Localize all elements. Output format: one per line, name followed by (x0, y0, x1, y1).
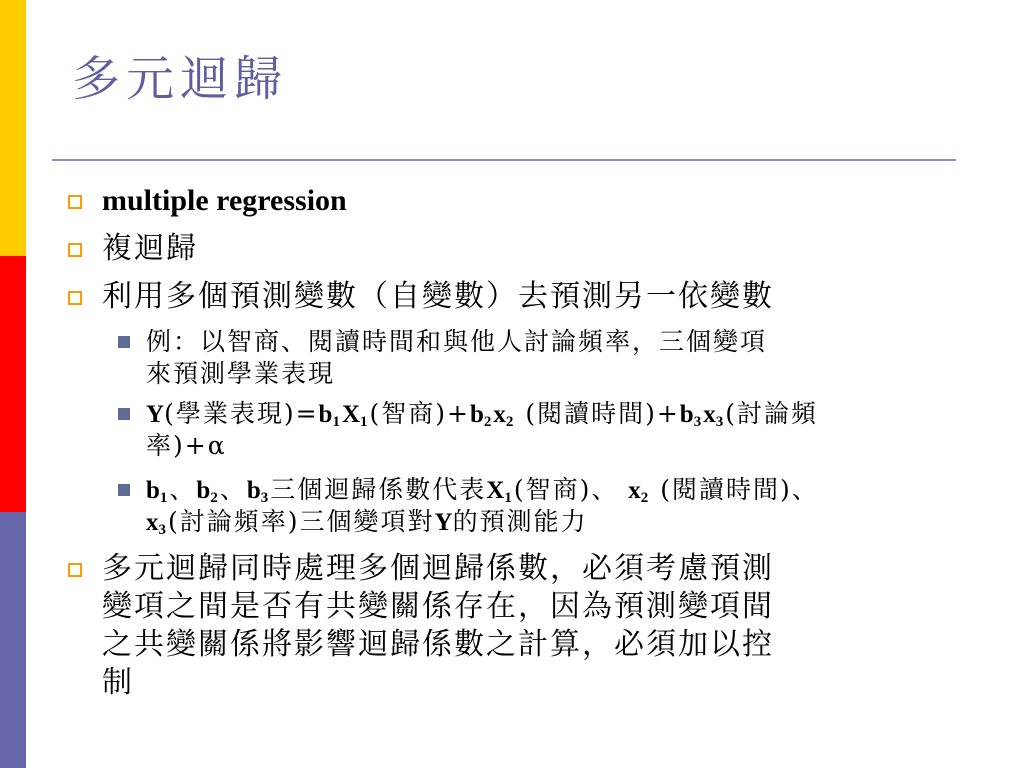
hollow-square-bullet-icon (68, 243, 82, 257)
bullet-line-2: 變項之間是否有共變關係存在，因為預測變項間 (102, 589, 774, 624)
equation-line-1 (146, 398, 818, 431)
coef-sep-1: 、 (169, 475, 197, 504)
hollow-square-bullet-icon (68, 195, 82, 209)
filled-square-bullet-icon (118, 484, 130, 496)
coef-x1: X (486, 477, 505, 504)
eq-b2-subscript: 2 (483, 414, 494, 430)
hollow-square-bullet-icon (68, 291, 82, 305)
eq-b3: b (679, 401, 694, 428)
coef-x3: x (146, 509, 159, 536)
coef-b3-subscript: 3 (260, 490, 271, 506)
filled-square-bullet-icon (118, 336, 130, 348)
coef-part-3: (閱讀時間)、 (650, 475, 819, 504)
sub-bullet-line-1: 例：以智商、閱讀時間和與他人討論頻率，三個變項 (146, 327, 768, 356)
bullet-line-3: 之共變關係將影響迴歸係數之計算，必須加以控 (102, 627, 774, 662)
bullet-text: 利用多個預測變數（自變數）去預測另一依變數 (102, 279, 774, 314)
coef-x3-subscript: 3 (158, 522, 168, 538)
eq-x3: x (703, 401, 716, 428)
bullet-line-1: 多元迴歸同時處理多個迴歸係數，必須考慮預測 (102, 551, 774, 586)
eq-y: Y (146, 401, 165, 428)
eq-x2: x (493, 401, 506, 428)
coef-y: Y (434, 509, 453, 536)
eq-part-3: (閱讀時間)+ (515, 399, 680, 428)
eq-part-4: (討論頻 (725, 399, 818, 428)
bullet-text: 複迴歸 (102, 231, 198, 266)
coef-x2-subscript: 2 (640, 490, 651, 506)
eq-b3-subscript: 3 (693, 414, 704, 430)
coefficients-line-1 (146, 474, 819, 507)
bullet-line-4: 制 (102, 665, 134, 700)
eq-b1-subscript: 1 (332, 414, 342, 430)
coef-b1-subscript: 1 (159, 490, 170, 506)
coef-part-2: (智商)、 (513, 475, 629, 504)
coef-b2-subscript: 2 (210, 490, 220, 506)
sub-bullet-line-2: 來預測學業表現 (146, 359, 336, 388)
eq-x1-subscript: 1 (360, 414, 370, 430)
coef-part-5: 的預測能力 (452, 507, 588, 536)
slide-title: 多元迴歸 (72, 51, 289, 107)
eq-x3-subscript: 3 (715, 414, 726, 430)
bullet-text: multiple regression (102, 184, 347, 217)
hollow-square-bullet-icon (68, 563, 82, 577)
eq-x1: X (341, 401, 360, 428)
coef-part-4: (討論頻率)三個變項對 (168, 507, 435, 536)
eq-part-1: (學業表現)= (164, 399, 319, 428)
eq-x2-subscript: 2 (505, 414, 516, 430)
coefficients-line-2 (146, 506, 588, 539)
coef-x1-subscript: 1 (504, 490, 514, 506)
coef-x2: x (628, 477, 641, 504)
coef-part-1: 三個迴歸係數代表 (270, 475, 487, 504)
coef-b3: b (246, 477, 261, 504)
eq-part-2: (智商)+ (369, 399, 470, 428)
coef-sep-2: 、 (219, 475, 247, 504)
coef-b1: b (146, 477, 160, 504)
coef-b2: b (196, 477, 211, 504)
eq-b1: b (318, 401, 333, 428)
equation-line-2: 率)+α (146, 431, 227, 460)
eq-b2: b (469, 401, 484, 428)
filled-square-bullet-icon (118, 408, 130, 420)
